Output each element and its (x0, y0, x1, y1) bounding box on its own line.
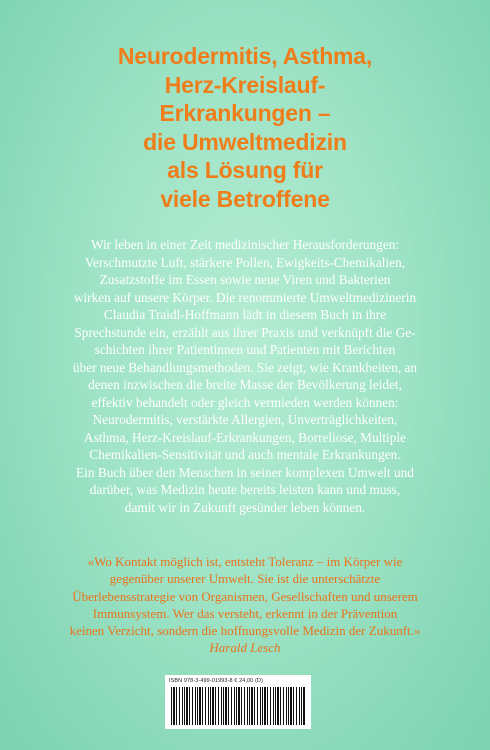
blurb-line: schichten ihrer Patientinnen und Patienten mit Berichten (94, 342, 396, 357)
blurb-line: Chemikalien-Sensitivität und auch mentale Erkrankungen. (89, 447, 401, 462)
blurb-line: Claudia Traidl-Hoffmann lädt in diesem Buch in ihre (103, 307, 387, 322)
blurb-line: Verschmutzte Luft, stärkere Pollen, Ewigkeits-Chemikalien, (84, 254, 406, 270)
blurb-line: Sprechstunde ein, erzählt aus ihrer Praxis und verknüpft die Ge- (74, 324, 416, 340)
blurb-line: effektiv behandelt oder gleich vermieden werden können: (91, 394, 399, 410)
blurb-line: Asthma, Herz-Kreislauf-Erkrankungen, Borreliose, Multiple (84, 429, 406, 445)
quote-line: keinen Verzicht, sondern die hoffnungsvolle Medizin der Zukunft.» (69, 623, 421, 639)
quote-line: «Wo Kontakt möglich ist, entsteht Toleranz – im Körper wie (87, 554, 403, 569)
blurb-text (30, 236, 460, 516)
blurb-line: darüber, was Medizin heute bereits leisten kann und muss, (89, 482, 401, 497)
headline-line: Erkrankungen – (159, 100, 331, 126)
blurb-line: Ein Buch über den Menschen in seiner komplexen Umwelt und (76, 464, 414, 480)
barcode-bars (171, 687, 305, 725)
quote-author: Harald Lesch (209, 640, 281, 656)
blurb-line: damit wir in Zukunft gesünder leben können. (124, 499, 366, 515)
endorsement-quote (30, 553, 460, 657)
headline-line: als Lösung für (167, 157, 323, 183)
blurb-line: Wir leben in einer Zeit medizinischer Herausforderungen: (90, 237, 400, 252)
headline (60, 42, 430, 213)
quote-line: Überlebensstrategie von Organismen, Gesellschaften und unserem (72, 588, 418, 604)
headline-line: Herz-Kreislauf- (164, 71, 326, 98)
isbn-price-text: ISBN 978-3-499-01993-8 € 24,00 (D) (169, 678, 263, 684)
headline-line: die Umweltmedizin (143, 128, 347, 155)
headline-line: Neurodermitis, Asthma, (117, 43, 373, 69)
quote-line: Immunsystem. Wer das versteht, erkennt in der Prävention (92, 605, 398, 621)
blurb-line: wirken auf unsere Körper. Die renommierte Umweltmedizinerin (73, 289, 417, 305)
headline-line: viele Betroffene (160, 185, 330, 212)
quote-line: gegenüber unserer Umwelt. Sie ist die unterschätzte (109, 571, 381, 587)
blurb-line: denen inzwischen die breite Masse der Bevölkerung leidet, (88, 377, 402, 392)
blurb-line: über neue Behandlungsmethoden. Sie zeigt, wie Krankheiten, an (72, 359, 418, 375)
barcode (165, 675, 311, 729)
blurb-line: Zusatzstoffe im Essen sowie neue Viren und Bakterien (99, 272, 391, 287)
blurb-line: Neurodermitis, verstärkte Allergien, Unverträglichkeiten, (92, 412, 398, 427)
